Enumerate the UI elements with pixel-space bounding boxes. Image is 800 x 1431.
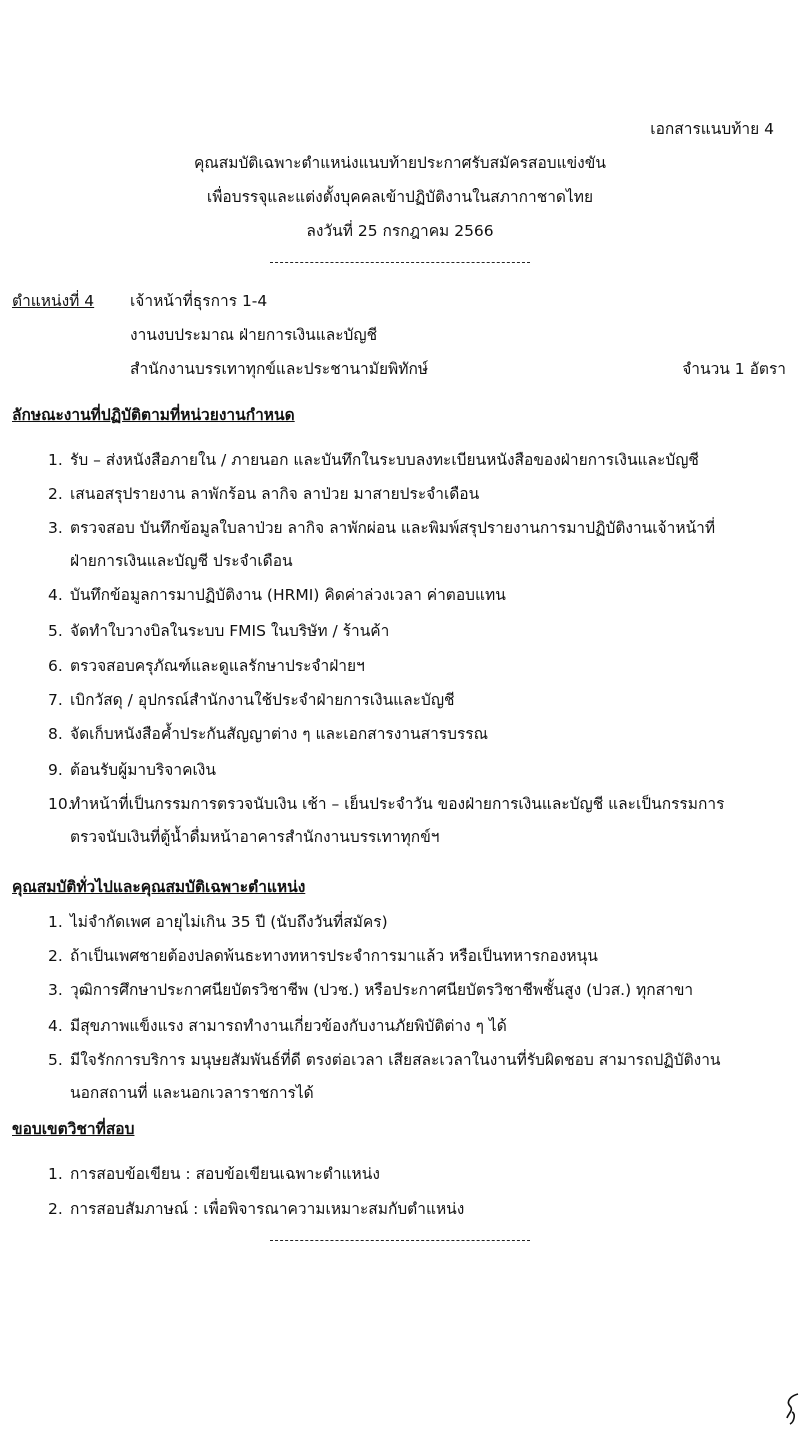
list-item-continuation: ฝ่ายการเงินและบัญชี ประจำเดือน	[70, 552, 293, 570]
list-item: 2. ถ้าเป็นเพศชายต้องปลดพ้นธะทางทหารประจำการมาแล้ว หรือเป็นทหารกองหนุน	[48, 947, 598, 965]
position-office: สำนักงานบรรเทาทุกข์และประชานามัยพิทักษ์	[130, 360, 429, 378]
list-item: 4. บันทึกข้อมูลการมาปฏิบัติงาน (HRMI) คิดค่าล่วงเวลา ค่าตอบแทน	[48, 586, 506, 604]
qualifications-heading: คุณสมบัติทั่วไปและคุณสมบัติเฉพาะตำแหน่ง	[12, 878, 306, 896]
header-divider	[270, 262, 530, 263]
list-item: 1. การสอบข้อเขียน : สอบข้อเขียนเฉพาะตำแหน่ง	[48, 1165, 380, 1183]
list-item-continuation: ตรวจนับเงินที่ตู้น้ำดื่มหน้าอาคารสำนักงานบรรเทาทุกข์ฯ	[70, 828, 440, 846]
footer-divider	[270, 1240, 530, 1241]
signature-mark	[784, 1392, 800, 1431]
list-item: 1. รับ – ส่งหนังสือภายใน / ภายนอก และบันทึกในระบบลงทะเบียนหนังสือของฝ่ายการเงินและบัญชี	[48, 451, 699, 469]
signature-icon	[784, 1392, 800, 1426]
position-title: เจ้าหน้าที่ธุรการ 1-4	[130, 292, 268, 310]
list-item: 3. ตรวจสอบ บันทึกข้อมูลใบลาป่วย ลากิจ ลาพักผ่อน และพิมพ์สรุปรายงานการมาปฏิบัติงานเจ้าหน้าที่	[48, 519, 716, 537]
header-line-3: ลงวันที่ 25 กรกฎาคม 2566	[306, 222, 494, 240]
position-quota: จำนวน 1 อัตรา	[682, 360, 786, 378]
list-item: 8. จัดเก็บหนังสือค้ำประกันสัญญาต่าง ๆ และเอกสารงานสารบรรณ	[48, 725, 488, 743]
exam-heading: ขอบเขตวิชาที่สอบ	[12, 1120, 135, 1138]
list-item: 3. วุฒิการศึกษาประกาศนียบัตรวิชาชีพ (ปวช.) หรือประกาศนียบัตรวิชาชีพชั้นสูง (ปวส.) ทุกสาขา	[48, 981, 694, 999]
position-unit: งานงบประมาณ ฝ่ายการเงินและบัญชี	[130, 326, 378, 344]
list-item: 5. จัดทำใบวางบิลในระบบ FMIS ในบริษัท / ร้านค้า	[48, 622, 390, 640]
header-line-1: คุณสมบัติเฉพาะตำแหน่งแนบท้ายประกาศรับสมัครสอบแข่งขัน	[194, 154, 606, 172]
position-label: ตำแหน่งที่ 4	[12, 292, 95, 310]
list-item: 7. เบิกวัสดุ / อุปกรณ์สำนักงานใช้ประจำฝ่ายการเงินและบัญชี	[48, 691, 455, 709]
list-item: 10.ทำหน้าที่เป็นกรรมการตรวจนับเงิน เช้า – เย็นประจำวัน ของฝ่ายการเงินและบัญชี และเป็นกรรมการ	[48, 795, 725, 813]
list-item: 2. เสนอสรุปรายงาน ลาพักร้อน ลากิจ ลาป่วย มาสายประจำเดือน	[48, 485, 480, 503]
list-item: 5. มีใจรักการบริการ มนุษยสัมพันธ์ที่ดี ตรงต่อเวลา เสียสละเวลาในงานที่รับผิดชอบ สามารถปฏิบัติงาน	[48, 1051, 721, 1069]
list-item: 6. ตรวจสอบครุภัณฑ์และดูแลรักษาประจำฝ่ายฯ	[48, 657, 365, 675]
list-item: 4. มีสุขภาพแข็งแรง สามารถทำงานเกี่ยวข้องกับงานภัยพิบัติต่าง ๆ ได้	[48, 1017, 507, 1035]
list-item: 1. ไม่จำกัดเพศ อายุไม่เกิน 35 ปี (นับถึงวันที่สมัคร)	[48, 913, 388, 931]
duties-heading: ลักษณะงานที่ปฏิบัติตามที่หน่วยงานกำหนด	[12, 406, 295, 424]
list-item: 2. การสอบสัมภาษณ์ : เพื่อพิจารณาความเหมาะสมกับตำแหน่ง	[48, 1200, 465, 1218]
header-line-2: เพื่อบรรจุและแต่งตั้งบุคคลเข้าปฏิบัติงานในสภากาชาดไทย	[206, 188, 594, 206]
document-reference: เอกสารแนบท้าย 4	[650, 120, 774, 138]
list-item-continuation: นอกสถานที่ และนอกเวลาราชการได้	[70, 1084, 314, 1102]
list-item: 9. ต้อนรับผู้มาบริจาคเงิน	[48, 761, 216, 779]
